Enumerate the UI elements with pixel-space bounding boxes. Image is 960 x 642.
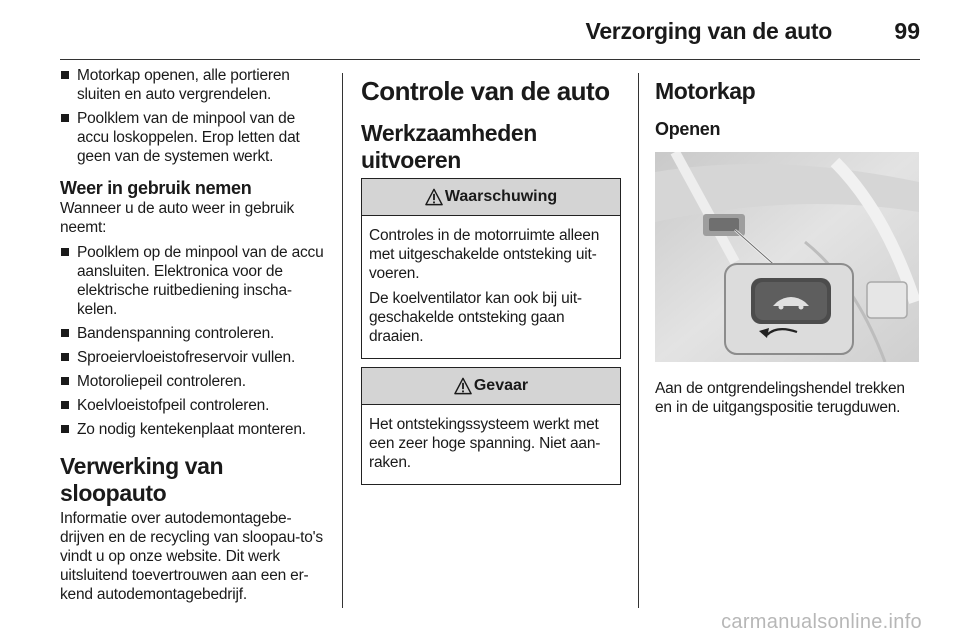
danger-box-header xyxy=(362,368,620,405)
running-header-title: Verzorging van de auto xyxy=(585,18,832,44)
list-item: Poolklem van de minpool van de accu loskoppelen. Erop letten dat geen van de systemen werkt. xyxy=(60,109,328,166)
watermark: carmanualsonline.info xyxy=(721,611,922,633)
page-header xyxy=(60,16,920,46)
list-item: Poolklem op de minpool van de accu aansluiten. Elektronica voor de elektrische ruitbediening inscha-kelen. xyxy=(60,243,328,319)
danger-text: Het ontstekingssysteem werkt met een zeer hoge spanning. Niet aan-raken. xyxy=(369,416,601,471)
bullet-list-restart xyxy=(60,243,328,439)
list-item: Koelvloeistofpeil controleren. xyxy=(60,396,328,415)
section-heading: Openen xyxy=(655,119,721,139)
column-left xyxy=(60,66,328,604)
list-item: Motoroliepeil controleren. xyxy=(60,372,328,391)
hood-release-lever-illustration xyxy=(655,152,919,362)
paragraph: Informatie over autodemontagebe-drijven en de recycling van sloopau-to's vindt u op onze website. Dit werk uitsluitend toevertrouwen aan een er-kend autodemontagebedrijf. xyxy=(60,510,323,603)
warning-triangle-icon xyxy=(454,377,472,395)
danger-box-body xyxy=(362,405,620,484)
warning-title: Waarschuwing xyxy=(444,188,558,205)
column-divider-2 xyxy=(638,73,639,608)
chapter-heading: Motorkap xyxy=(655,78,756,104)
page-number: 99 xyxy=(894,18,920,44)
warning-box-body xyxy=(362,216,620,358)
intro-text: Wanneer u de auto weer in gebruik neemt: xyxy=(60,200,295,236)
header-rule xyxy=(60,59,920,60)
warning-triangle-icon xyxy=(425,188,443,206)
bullet-list-storage xyxy=(60,66,328,166)
list-item: Sproeiervloeistofreservoir vullen. xyxy=(60,348,328,367)
figure-caption: Aan de ontgrendelingshendel trekken en in de uitgangspositie terugduwen. xyxy=(655,380,905,416)
list-item: Motorkap openen, alle portieren sluiten en auto vergrendelen. xyxy=(60,66,328,104)
section-heading: Werkzaamheden uitvoeren xyxy=(361,120,537,173)
danger-box xyxy=(361,367,621,485)
warning-box xyxy=(361,178,621,359)
list-item: Zo nodig kentekenplaat monteren. xyxy=(60,420,328,439)
warning-text: De koelventilator kan ook bij uit-geschakelde ontsteking gaan draaien. xyxy=(369,290,582,345)
section-heading: Weer in gebruik nemen xyxy=(60,178,252,198)
danger-title: Gevaar xyxy=(473,377,529,394)
chapter-heading: Verwerking van sloopauto xyxy=(60,453,224,506)
column-divider-1 xyxy=(342,73,343,608)
list-item: Bandenspanning controleren. xyxy=(60,324,328,343)
column-middle xyxy=(361,66,623,485)
warning-box-header xyxy=(362,179,620,216)
chapter-heading: Controle van de auto xyxy=(361,76,610,106)
warning-text: Controles in de motorruimte alleen met uitgeschakelde ontsteking uit-voeren. xyxy=(369,227,600,282)
column-right xyxy=(655,66,923,417)
